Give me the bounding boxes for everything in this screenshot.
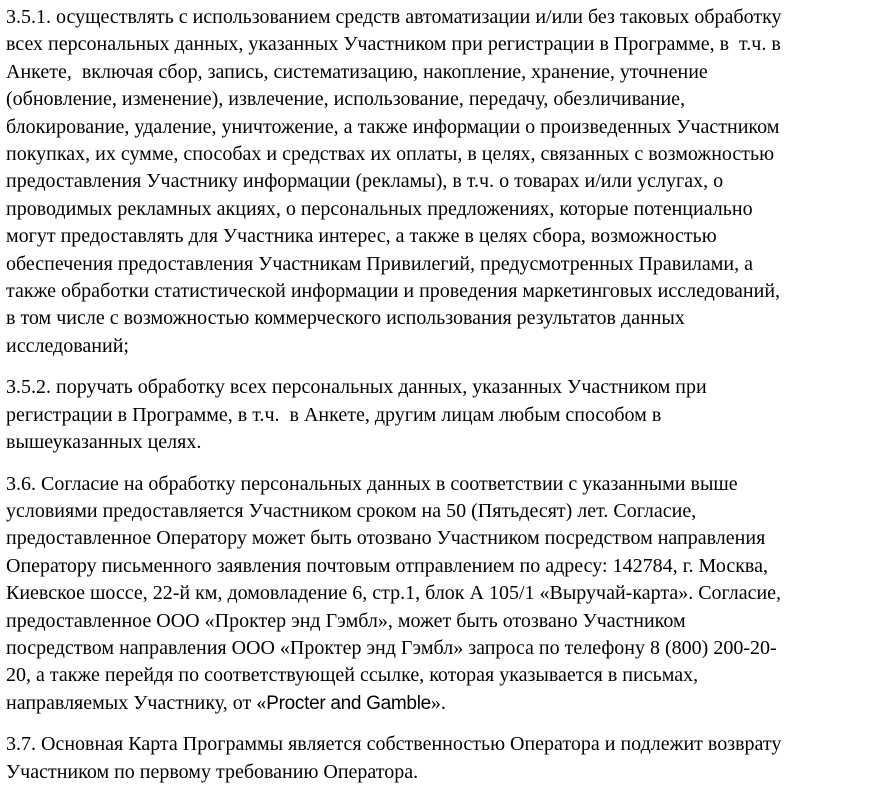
text-line: (обновление, изменение), извлечение, использование, передачу, обезличивание, [6,88,686,111]
text-line: в том числе с возможностью коммерческого использования результатов данных [6,307,685,330]
text-line: Оператору письменного заявления почтовым отправлением по адресу: 142784, г. Москва, [6,554,768,577]
text-fragment: ». [430,691,446,714]
paragraph-3-5-2 [6,374,891,456]
text-line: Участником по первому требованию Оператора. [6,760,419,783]
text-line [6,690,891,717]
company-name: Procter and Gamble [266,692,431,714]
text-line: проводимых рекламных акциях, о персональных предложениях, которые потенциально [6,197,753,220]
text-line: покупках, их сумме, способах и средствах их оплаты, в целях, связанных с возможностью [6,143,775,166]
text-line: 3.5.1. осуществлять с использованием средств автоматизации и/или без таковых обработку [6,6,782,28]
text-line: предоставления Участнику информации (рекламы), в т.ч. о товарах и/или услугах, о [6,170,724,193]
text-line: Киевское шоссе, 22-й км, домовладение 6, стр.1, блок А 105/1 «Выручай-карта». Согласие, [6,582,782,605]
text-line: регистрации в Программе, в т.ч. в Анкете, другим лицам любым способом в [6,403,662,426]
text-line: 20, а также перейдя по соответствующей ссылке, которая указывается в письмах, [6,664,699,687]
paragraph-3-5-1 [6,4,891,360]
text-line: предоставленное ООО «Проктер энд Гэмбл», может быть отозвано Участником [6,609,686,632]
text-line: 3.5.2. поручать обработку всех персональных данных, указанных Участником при [6,376,707,399]
text-line: также обработки статистической информации и проведения маркетинговых исследований, [6,280,781,303]
text-line: предоставленное Оператору может быть отозвано Участником посредством направления [6,527,766,550]
text-line: обеспечения предоставления Участникам Привилегий, предусмотренных Правилами, а [6,252,754,275]
text-fragment: направляемых Участнику, от « [6,691,267,714]
text-line: Анкете, включая сбор, запись, систематизацию, накопление, хранение, уточнение [6,60,708,83]
text-line: 3.6. Согласие на обработку персональных данных в соответствии с указанными выше [6,472,738,495]
text-line: условиями предоставляется Участником сроком на 50 (Пятьдесят) лет. Согласие, [6,499,697,522]
paragraph-3-6 [6,471,891,718]
text-line: могут предоставлять для Участника интерес, а также в целях сбора, возможностью [6,225,717,248]
text-line: всех персональных данных, указанных Участником при регистрации в Программе, в т.ч. в [6,33,781,56]
text-line: вышеуказанных целях. [6,431,202,454]
text-line: посредством направления ООО «Проктер энд Гэмбл» запроса по телефону 8 (800) 200-20- [6,636,777,659]
text-line: блокирование, удаление, уничтожение, а также информации о произведенных Участником [6,115,780,138]
paragraph-3-7 [6,731,891,786]
text-line: исследований; [6,334,129,357]
text-line: 3.7. Основная Карта Программы является собственностью Оператора и подлежит возврату [6,733,782,756]
